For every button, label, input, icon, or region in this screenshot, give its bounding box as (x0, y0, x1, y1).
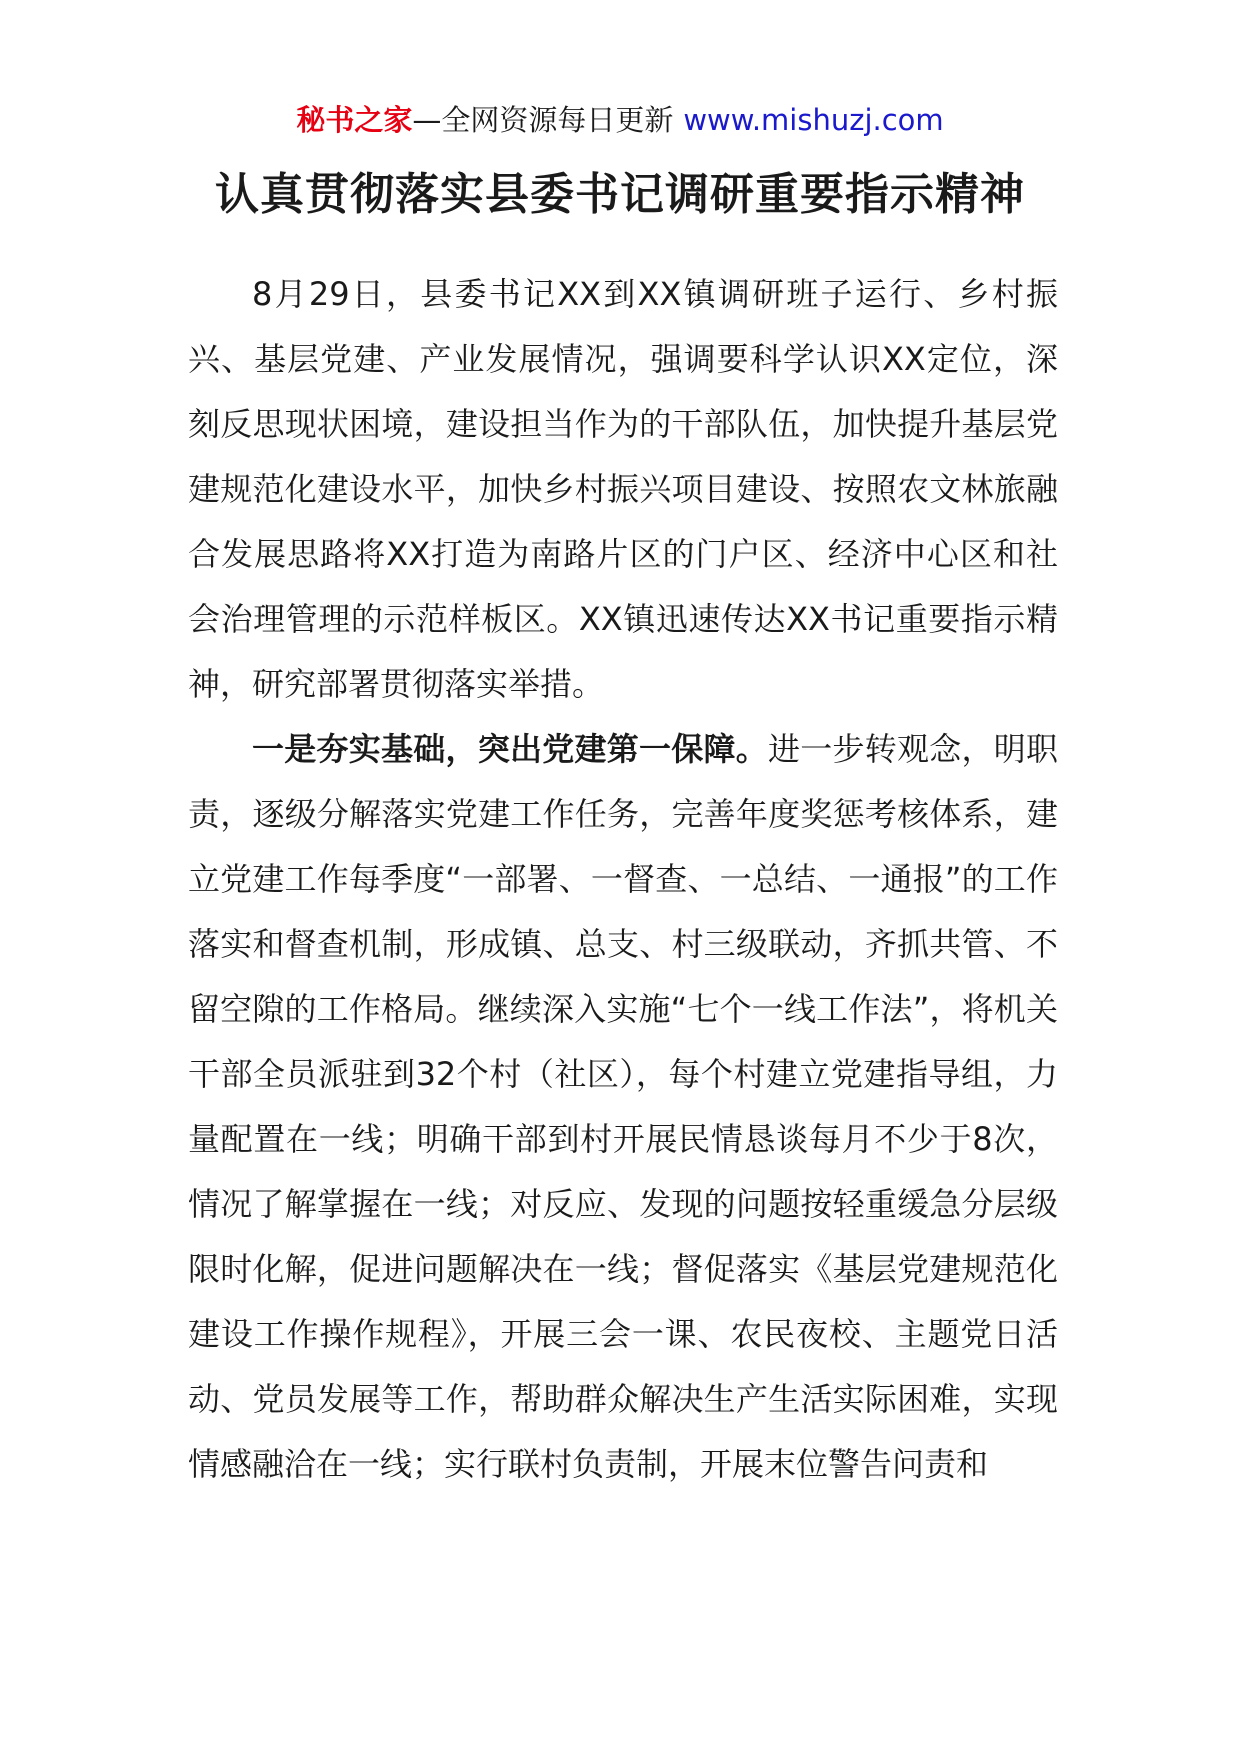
paragraph-party-building (188, 717, 1058, 1497)
document-body (188, 262, 1058, 1497)
paragraph-lead: 一是夯实基础，突出党建第一保障。 (252, 730, 768, 768)
site-header (0, 100, 1240, 140)
document-title: 认真贯彻落实县委书记调研重要指示精神 (215, 169, 1025, 220)
paragraph-intro (188, 262, 1058, 717)
paragraph-text: 进一步转观念，明职责，逐级分解落实党建工作任务，完善年度奖惩考核体系，建立党建工作每季度“一部署、一督查、一总结、一通报”的工作落实和督查机制，形成镇、总支、村三级联动，齐抓共管、不留空隙的工作格局。继续深入实施“七个一线工作法”，将机关干部全员派驻到32个村（社区），每个村建立党建指导组，力量配置在一线；明确干部到村开展民情恳谈每月不少于8次，情况了解掌握在一线；对反应、发现的问题按轻重缓急分层级限时化解，促进问题解决在一线；督促落实《基层党建规范化建设工作操作规程》，开展三会一课、农民夜校、主题党日活动、党员发展等工作，帮助群众解决生产生活实际困难，实现情感融洽在一线；实行联村负责制，开展末位警告问责和 (188, 730, 1058, 1483)
brand-name: 秘书之家 (296, 103, 413, 137)
header-tagline: 全网资源每日更新 (441, 103, 674, 137)
header-dash: — (412, 103, 442, 137)
paragraph-text: 8月29日，县委书记XX到XX镇调研班子运行、乡村振兴、基层党建、产业发展情况，强调要科学认识XX定位，深刻反思现状困境，建设担当作为的干部队伍，加快提升基层党建规范化建设水平，加快乡村振兴项目建设、按照农文林旅融合发展思路将XX打造为南路片区的门户区、经济中心区和社会治理管理的示范样板区。XX镇迅速传达XX书记重要指示精神，研究部署贯彻落实举措。 (188, 275, 1058, 703)
site-url-link[interactable]: www.mishuzj.com (683, 103, 944, 137)
